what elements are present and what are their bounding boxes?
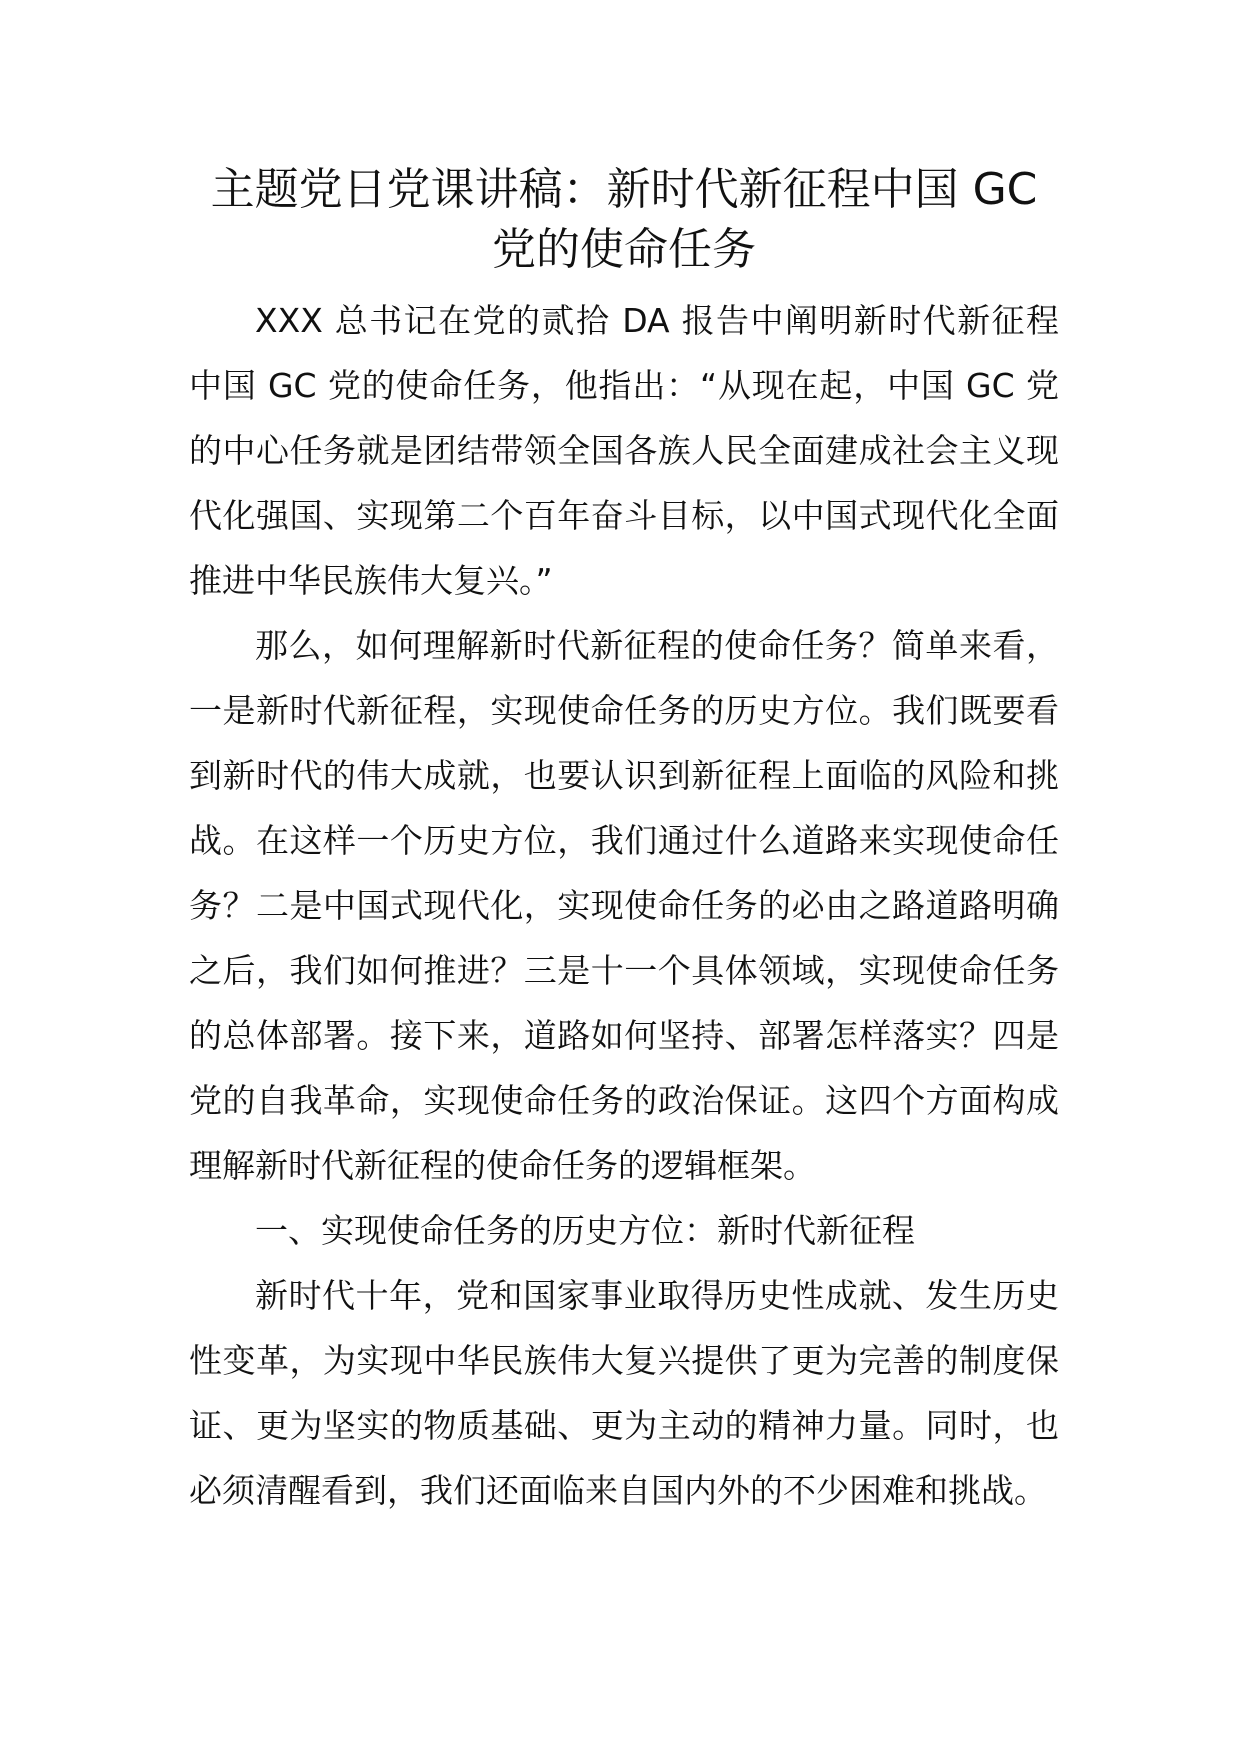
- title-line-2: 党的使命任务: [492, 224, 756, 275]
- intro-paragraph: XXX 总书记在党的贰拾 DA 报告中阐明新时代新征程中国 GC 党的使命任务，他指出：“从现在起，中国 GC 党的中心任务就是团结带领全国各族人民全面建成社会主义现代化强国、实现第二个百年奋斗目标，以中国式现代化全面推进中华民族伟大复兴。”: [189, 301, 1059, 600]
- document-title: [189, 160, 1059, 280]
- document-body: [189, 288, 1059, 1523]
- title-line-1: 主题党日党课讲稿：新时代新征程中国 GC: [210, 164, 1038, 215]
- section-paragraph: 新时代十年，党和国家事业取得历史性成就、发生历史性变革，为实现中华民族伟大复兴提供了更为完善的制度保证、更为坚实的物质基础、更为主动的精神力量。同时，也必须清醒看到，我们还面临来自国内外的不少困难和挑战。: [189, 1276, 1059, 1510]
- framework-paragraph: 那么，如何理解新时代新征程的使命任务？简单来看，一是新时代新征程，实现使命任务的历史方位。我们既要看到新时代的伟大成就，也要认识到新征程上面临的风险和挑战。在这样一个历史方位，我们通过什么道路来实现使命任务？二是中国式现代化，实现使命任务的必由之路道路明确之后，我们如何推进？三是十一个具体领域，实现使命任务的总体部署。接下来，道路如何坚持、部署怎样落实？四是党的自我革命，实现使命任务的政治保证。这四个方面构成理解新时代新征程的使命任务的逻辑框架。: [189, 626, 1059, 1185]
- document-content: [189, 160, 1059, 1523]
- section-heading: 一、实现使命任务的历史方位：新时代新征程: [255, 1211, 915, 1250]
